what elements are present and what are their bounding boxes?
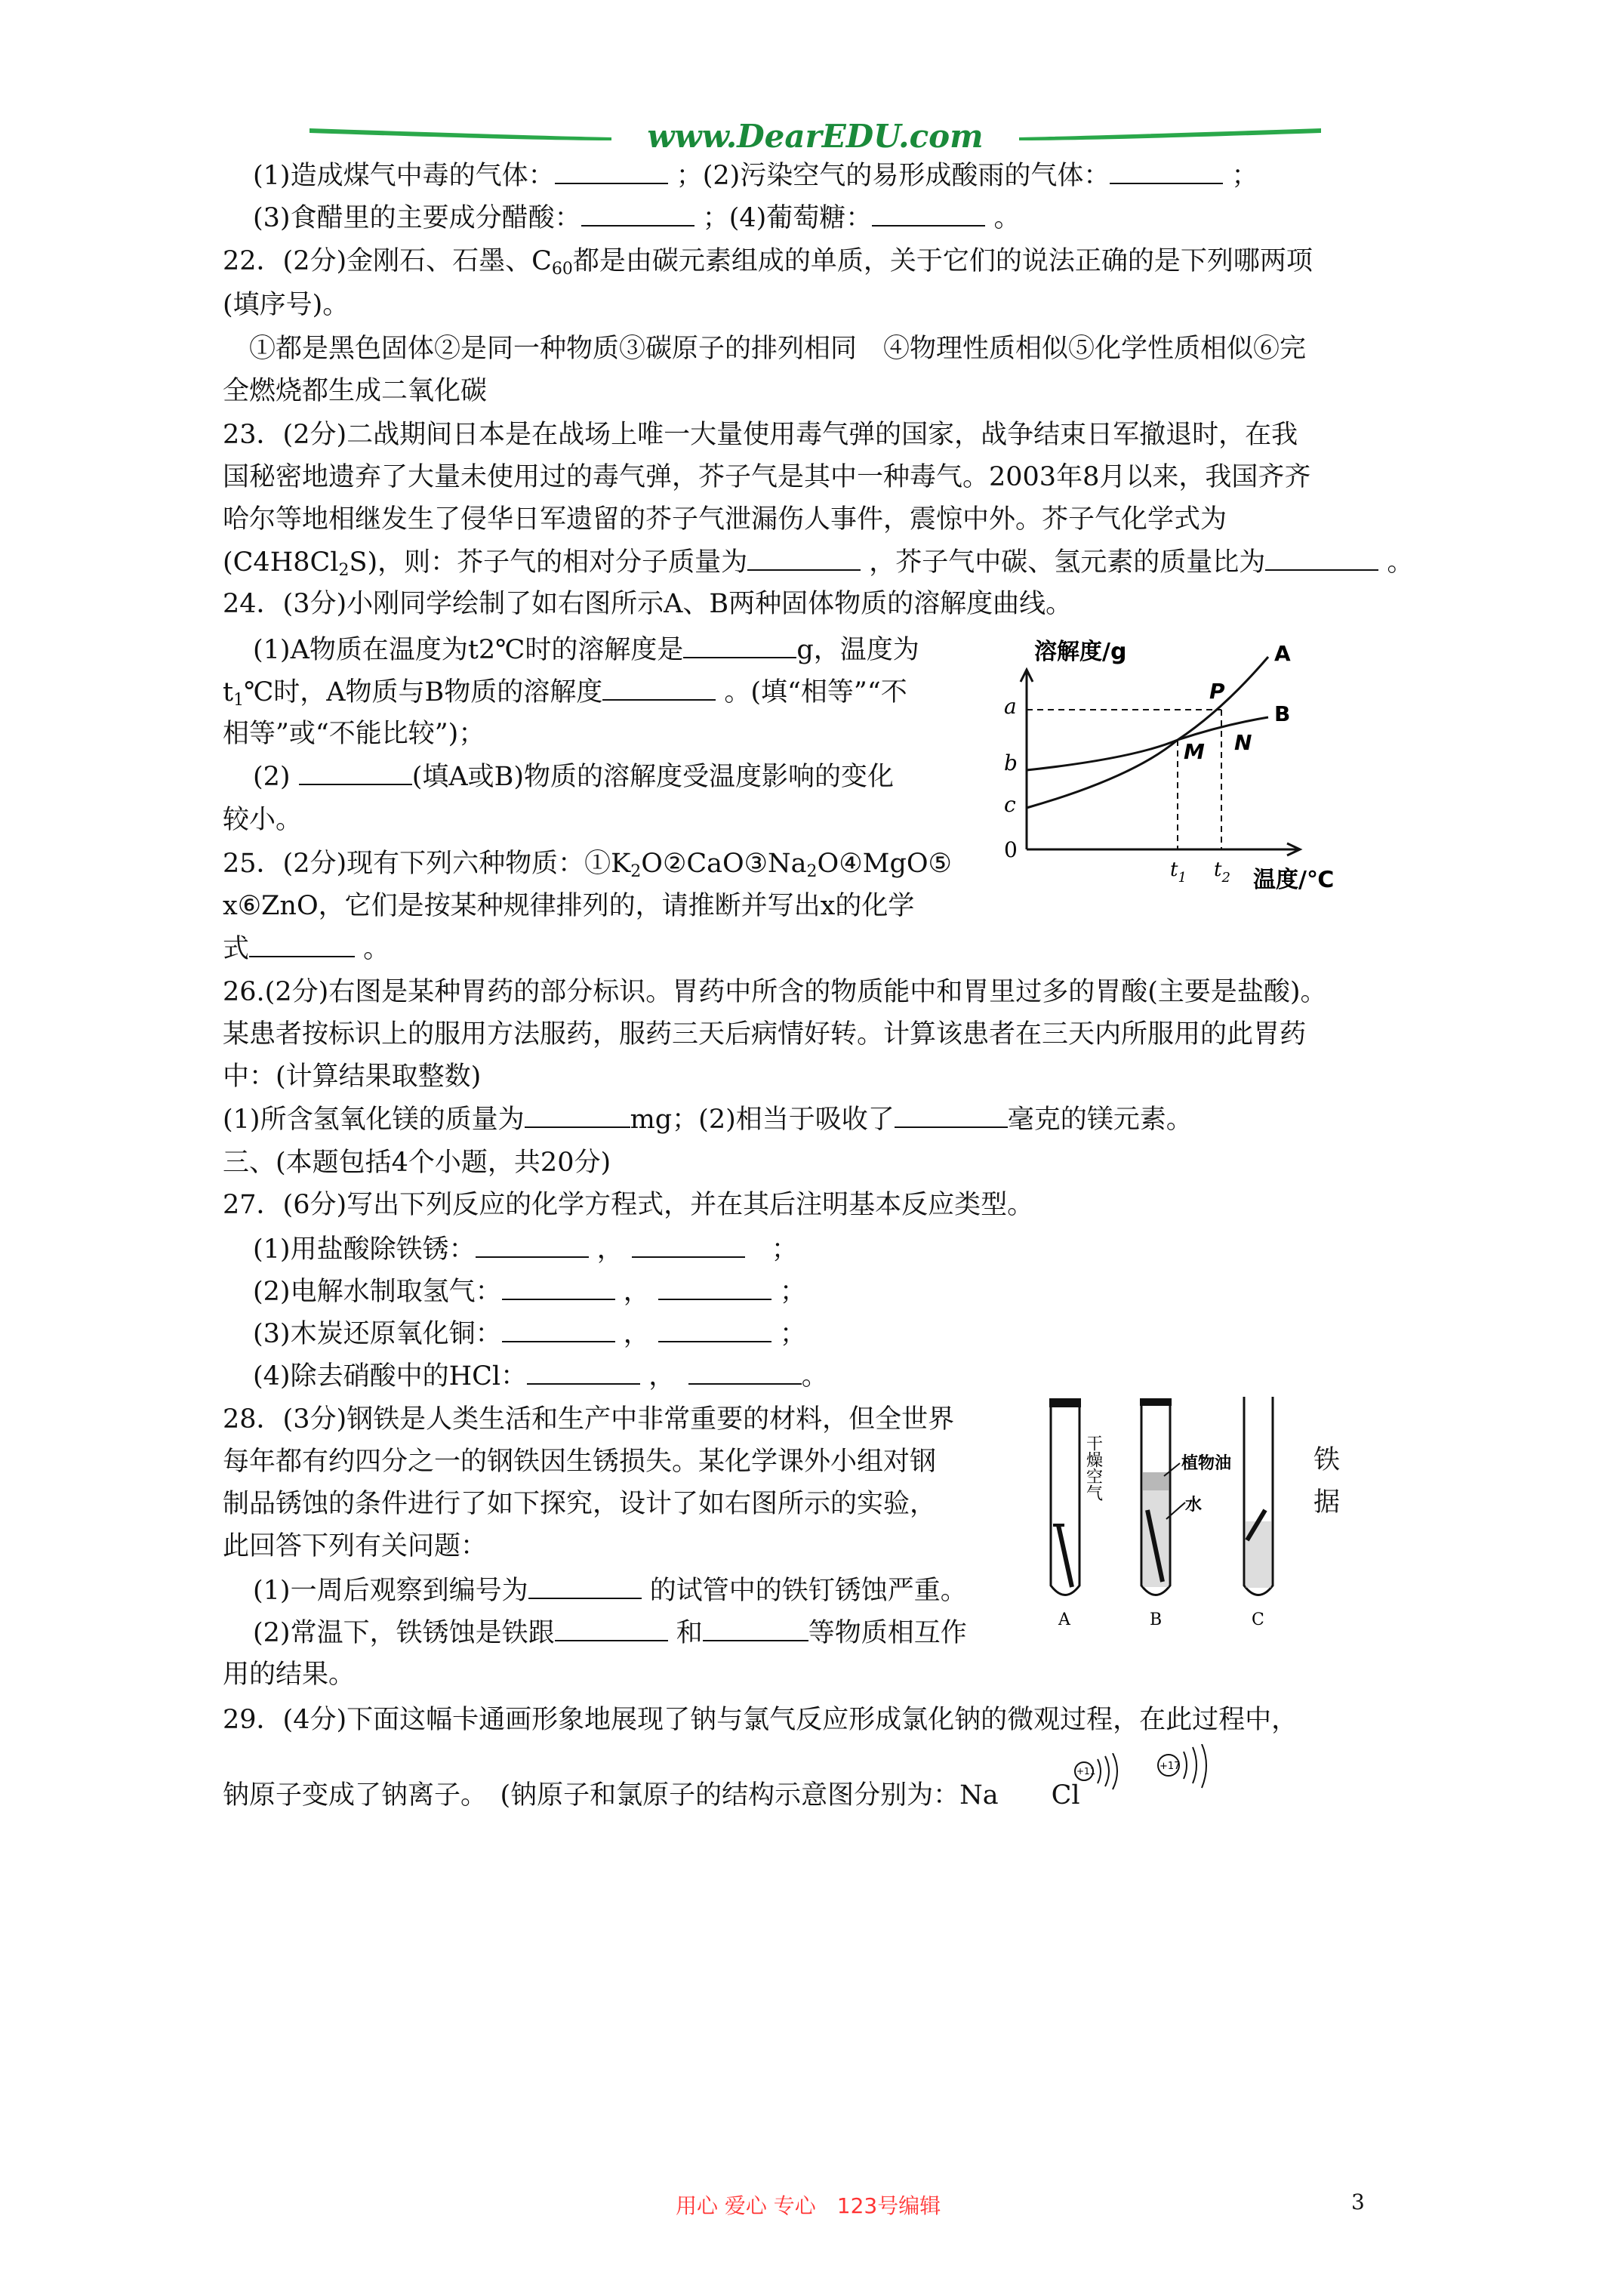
q24-line2: (1)A物质在温度为t2℃时的溶解度是 g，温度为: [253, 631, 919, 668]
section-3-heading: 三、(本题包括4个小题，共20分): [223, 1148, 611, 1178]
q28-line7: 用的结果。: [223, 1660, 356, 1690]
graph-xlabel: 温度/℃: [1253, 867, 1335, 893]
q22-options-cont: 全燃烧都生成二氧化碳: [223, 376, 488, 406]
answer-blank[interactable]: [688, 1358, 802, 1385]
svg-text:植物油: 植物油: [1181, 1454, 1232, 1473]
graph-ylabel: 溶解度/g: [1034, 639, 1127, 665]
answer-blank[interactable]: [581, 199, 694, 227]
svg-text:t1: $t_1$: [1170, 858, 1187, 886]
q27-item1: (1)用盐酸除铁锈： ， ；: [253, 1231, 798, 1268]
curve-b: [1027, 717, 1268, 770]
y-tick-b: b: [1004, 750, 1018, 775]
q24-line4: 相等”或“不能比较”)；: [223, 719, 485, 749]
answer-blank[interactable]: [555, 157, 668, 184]
q27-line: 27．(6分)写出下列反应的化学方程式，并在其后注明基本反应类型。: [223, 1190, 1034, 1220]
footer-text: 用心 爱心 专心 123号编辑: [676, 2193, 941, 2218]
answer-blank[interactable]: [703, 1614, 808, 1641]
answer-blank[interactable]: [299, 758, 412, 785]
answer-blank[interactable]: [658, 1273, 771, 1300]
answer-blank[interactable]: [502, 1273, 615, 1300]
answer-blank[interactable]: [528, 1572, 642, 1599]
q26-line2: 某患者按标识上的服用方法服药，服药三天后病情好转。计算该患者在三天内所服用的此胃药: [223, 1019, 1307, 1049]
svg-text:P: P: [1209, 679, 1225, 704]
q27-item3: (3)木炭还原氧化铜： ， ；: [253, 1315, 806, 1352]
q24-line6: 较小。: [223, 805, 303, 835]
answer-blank[interactable]: [632, 1231, 745, 1258]
q26-line3: 中：(计算结果取整数): [223, 1062, 482, 1092]
svg-text:水: 水: [1185, 1496, 1203, 1515]
answer-blank[interactable]: [249, 930, 355, 957]
q22-line2: (填序号)。: [223, 290, 350, 320]
q21-line1: (1)造成煤气中毒的气体： ；(2)污染空气的易形成酸雨的气体： ；: [253, 157, 1258, 194]
answer-blank[interactable]: [747, 544, 861, 571]
y-tick-0: 0: [1004, 837, 1018, 862]
q24-line5: (2) (填A或B)物质的溶解度受温度影响的变化: [253, 758, 894, 795]
answer-blank[interactable]: [895, 1101, 1008, 1128]
q29-line2: 钠原子变成了钠离子。 (钠原子和氯原子的结构示意图分别为：Na Cl: [223, 1780, 1080, 1811]
q28-line6: (2)常温下，铁锈蚀是铁跟 和 等物质相互作: [253, 1614, 967, 1651]
side-text-ju: 据: [1313, 1487, 1341, 1518]
answer-blank[interactable]: [502, 1315, 615, 1342]
q21-line2: (3)食醋里的主要成分醋酸： ；(4)葡萄糖： 。: [253, 199, 1020, 236]
q25-line1: 25．(2分)现有下列六种物质：$①K_2O②CaO③Na_2O④MgO⑤$: [223, 849, 952, 881]
q22-line1: 22．(2分)金刚石、石墨、$C_{60}$都是由碳元素组成的单质，关于它们的说法正确的是下列哪两项: [223, 246, 1313, 279]
svg-text:N: N: [1234, 730, 1252, 755]
q23-line1: 23．(2分)二战期间日本是在战场上唯一大量使用毒气弹的国家，战争结束日军撤退时，在我: [223, 420, 1298, 450]
answer-blank[interactable]: [527, 1358, 640, 1385]
svg-text:+11: +11: [1076, 1766, 1096, 1777]
svg-text:A: A: [1058, 1610, 1070, 1629]
answer-blank[interactable]: [525, 1101, 630, 1128]
svg-text:B: B: [1150, 1610, 1163, 1629]
q25-line2: x⑥ZnO，它们是按某种规律排列的，请推断并写出x的化学: [223, 891, 915, 921]
side-text-tie: 铁: [1313, 1445, 1341, 1475]
q27-item4: (4)除去硝酸中的HCl： ， 。: [253, 1358, 828, 1395]
answer-blank[interactable]: [555, 1614, 668, 1641]
svg-text:+17: +17: [1160, 1761, 1181, 1772]
answer-blank[interactable]: [658, 1315, 771, 1342]
solubility-graph: [981, 638, 1344, 895]
svg-text:t2: $t_2$: [1214, 858, 1230, 886]
test-tube-figure: [1042, 1389, 1306, 1631]
q28-line5: (1)一周后观察到编号为 的试管中的铁钉锈蚀严重。: [253, 1572, 967, 1609]
chlorine-atom-diagram: [1155, 1744, 1215, 1797]
svg-text:干燥空气: 干燥空气: [1083, 1435, 1103, 1501]
answer-blank[interactable]: [683, 631, 796, 658]
svg-text:M: M: [1184, 739, 1205, 764]
answer-blank[interactable]: [1265, 544, 1378, 571]
answer-blank[interactable]: [476, 1231, 589, 1258]
q28-line4: 此回答下列有关问题：: [223, 1531, 488, 1561]
q26-line4: (1)所含氢氧化镁的质量为 mg；(2)相当于吸收了 毫克的镁元素。: [223, 1101, 1193, 1138]
answer-blank[interactable]: [872, 199, 985, 227]
sodium-atom-diagram: [1072, 1753, 1125, 1798]
q23-line3: 哈尔等地相继发生了侵华日军遗留的芥子气泄漏伤人事件，震惊中外。芥子气化学式为: [223, 504, 1227, 535]
q24-line3: $t_1℃$时，A物质与B物质的溶解度 。(填“相等”“不: [223, 673, 907, 710]
svg-text:B: B: [1274, 701, 1291, 726]
q28-line2: 每年都有约四分之一的钢铁因生锈损失。某化学课外小组对钢: [223, 1447, 937, 1477]
q24-line1: 24．(3分)小刚同学绘制了如右图所示A、B两种固体物质的溶解度曲线。: [223, 589, 1073, 619]
q28-line1: 28．(3分)钢铁是人类生活和生产中非常重要的材料，但全世界: [223, 1404, 955, 1435]
q27-item2: (2)电解水制取氢气： ， ；: [253, 1273, 806, 1310]
answer-blank[interactable]: [602, 673, 716, 701]
q23-line2: 国秘密地遗弃了大量未使用过的毒气弹，芥子气是其中一种毒气。2003年8月以来，我国齐齐: [223, 462, 1311, 492]
q25-line3: 式 。: [223, 930, 390, 967]
logo-text: www.DearEDU.com: [647, 118, 984, 155]
q29-line1: 29．(4分)下面这幅卡通画形象地展现了钠与氯气反应形成氯化钠的微观过程，在此过程中，: [223, 1705, 1298, 1735]
y-tick-c: c: [1004, 792, 1016, 817]
y-tick-a: a: [1004, 694, 1017, 719]
curve-a: [1027, 657, 1268, 808]
q23-line4: $(C4H8Cl_2S)$，则：芥子气的相对分子质量为 ，芥子气中碳、氢元素的质量比为 。: [223, 544, 1413, 581]
svg-text:C: C: [1252, 1610, 1264, 1629]
svg-text:A: A: [1274, 641, 1291, 666]
answer-blank[interactable]: [1110, 157, 1223, 184]
q22-options: ①都是黑色固体②是同一种物质③碳原子的排列相同 ④物理性质相似⑤化学性质相似⑥完: [249, 334, 1307, 364]
q28-line3: 制品锈蚀的条件进行了如下探究，设计了如右图所示的实验，: [223, 1489, 937, 1519]
page-number: 3: [1351, 2190, 1365, 2214]
header-logo: [310, 113, 1321, 159]
q26-line1: 26.(2分)右图是某种胃药的部分标识。胃药中所含的物质能中和胃里过多的胃酸(主要是盐酸)。: [223, 977, 1327, 1007]
